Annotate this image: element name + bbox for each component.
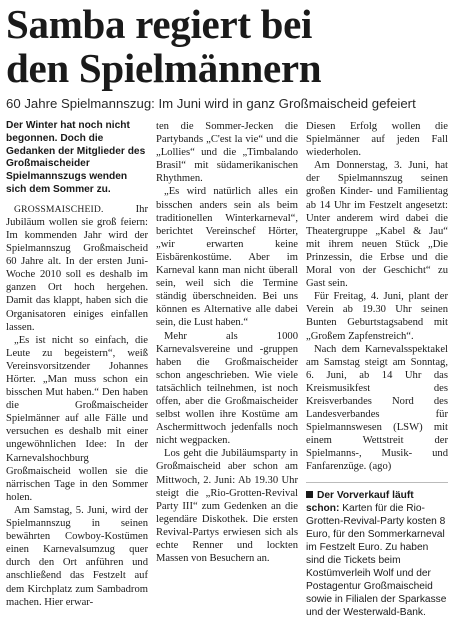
author-initials: (ago) xyxy=(368,461,392,473)
body-paragraph: Am Donnerstag, 3. Juni, hat der Spielmannszug seinen großen Kinder- und Familientag ab 14 Uhr im Festzelt angesetzt: Unter anderem wird dabei die Theatergruppe „Kabel & Jau“ mit ihrem neuen Stück „Die Prinzessin, die Erbse und die Moral von der Geschicht“ zu Gast sein. xyxy=(306,160,448,290)
body-text: Ihr Jubiläum wollen sie groß feiern: Im kommenden Jahr wird der Spielmannszug Großmaischeid 60 Jahre alt. In der ersten Juni-Woche 2010 soll es deshalb im ganzen Ort hoch hergehen. Damit das klappt, haben sich die Organisatoren einiges einfallen lassen. xyxy=(6,203,148,333)
body-paragraph: Für Freitag, 4. Juni, plant der Verein ab 19.30 Uhr seinen Bunten Geburtstagsabend mit „Großem Zapfenstreich“. xyxy=(306,291,448,342)
dateline: GROSSMAISCHEID. xyxy=(14,203,104,215)
column-1 xyxy=(6,120,148,619)
lead-paragraph: Der Winter hat noch nicht begonnen. Doch die Gedanken der Mitglieder des Großmaischeider Spielmannszugs wenden sich dem Sommer zu. xyxy=(6,120,146,195)
article-columns xyxy=(6,120,450,619)
subheadline: 60 Jahre Spielmannszug: Im Juni wird in ganz Großmaischeid gefeiert xyxy=(6,96,416,111)
body-paragraph xyxy=(306,343,448,474)
body-paragraph: ten die Sommer-Jecken die Partybands „C'est la vie“ und die „Lollies“ und die „Timbalando Brasil“ mit südamerikanischen Rhythmen. xyxy=(156,121,298,185)
body-paragraph: „Es wird natürlich alles ein bisschen anders sein als beim traditionellen Winterkarneval“, berichtet Vereinschef Hörter, „wir erwarten keine Eisbärenkostüme. Aber im Karneval kann man nicht überall sein, weil sich die Termine ständig überschneiden. Bei uns können es Alternative alle dabei sein, die Lust haben.“ xyxy=(156,186,298,329)
article-page xyxy=(0,1,456,618)
info-box xyxy=(306,489,448,619)
column-2 xyxy=(156,120,298,619)
headline-line-2: den Spielmännern xyxy=(6,45,322,91)
body-paragraph: Mehr als 1000 Karnevalsvereine und -gruppen haben die Großmaischeider schon angeschrieben. Wie viele tatsächlich teilnehmen, ist noch offen, aber die Großmaischeider selbst wollen ihre Kostüme am Aschermittwoch jedenfalls noch nicht wegpacken. xyxy=(156,330,298,447)
info-text: Karten für die Rio-Grotten-Revival-Party kosten 8 Euro, für den Sommerkarneval im Festzelt Euro. Zu haben sind die Tickets beim Kostümverleih Wolf und der Postagentur Großmaischeid sowie in Filialen der Sparkasse und der Westerwald-Bank. xyxy=(306,502,447,618)
info-heading: Der Vorverkauf läuft schon: xyxy=(306,489,414,514)
body-paragraph: Am Samstag, 5. Juni, wird der Spielmannszug in seinen bewährten Cowboy-Kostümen einen Karnevalsumzug quer durch den Ort anführen und anschließend das Festzelt auf dem Kirchplatz zum Sambadrom machen. Hier erwar- xyxy=(6,504,148,608)
divider xyxy=(306,482,448,483)
body-paragraph xyxy=(6,203,148,334)
column-3 xyxy=(306,120,448,619)
body-text: Nach dem Karnevalsspektakel am Samstag steigt am Sonntag, 6. Juni, ab 14 Uhr das Kreismusikfest des Kreisverbandes Nord des Landesverbandes für Spielmannswesen (LSW) mit einem Wettstreit der Spielmanns-, Musik- und Fanfarenzüge. xyxy=(306,343,448,473)
headline xyxy=(6,2,450,90)
body-paragraph: Diesen Erfolg wollen die Spielmänner auf jeden Fall wiederholen. xyxy=(306,121,448,159)
headline-line-1: Samba regiert bei xyxy=(6,1,313,47)
body-paragraph: „Es ist nicht so einfach, die Leute zu begeistern“, weiß Vereinsvorsitzender Johannes Hörter. „Man muss schon ein bisschen Mut haben.“ Den haben die Großmaischeider Spielmänner auf alle Fälle und versuchen es deshalb mit einer ungewöhnlichen Idee: In der Karnevalshochburg Großmaischeid wollen sie die närrischen Tage in den Sommer holen. xyxy=(6,334,148,503)
body-paragraph: Los geht die Jubiläumsparty in Großmaischeid aber schon am Mittwoch, 2. Juni: Ab 19.30 Uhr steigt die „Rio-Grotten-Revival Party III“ zum Gedenken an die legendäre Diskothek. Die ersten Revival-Partys erwiesen sich als echte Renner und lockten Massen von Besuchern an. xyxy=(156,448,298,565)
square-bullet-icon xyxy=(306,491,313,498)
